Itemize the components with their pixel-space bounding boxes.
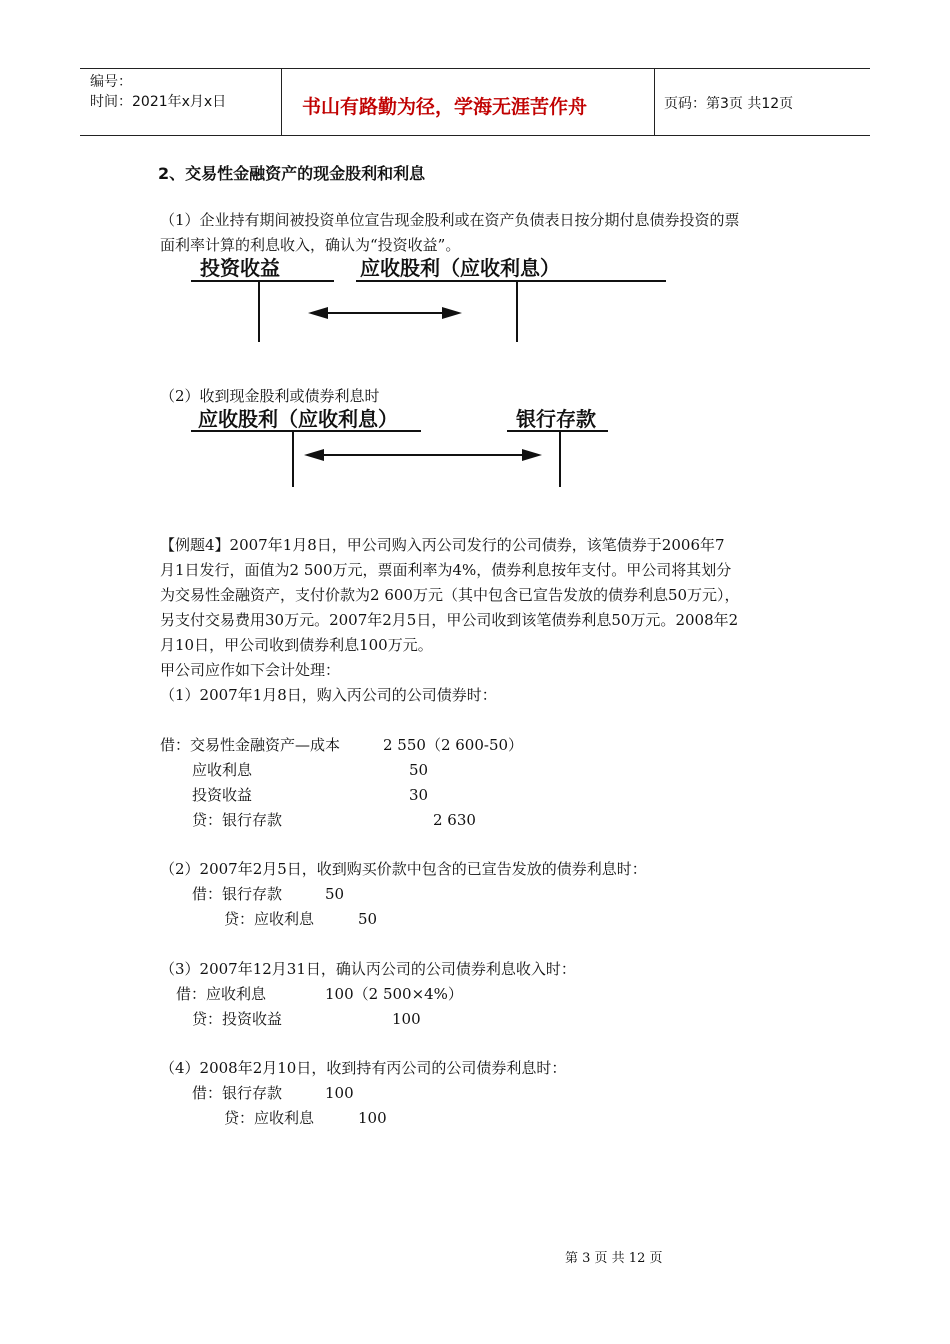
page-footer: 第 3 页 共 12 页 (565, 1251, 663, 1266)
example-line-4: 另支付交易费用30万元。2007年2月5日，甲公司收到该笔债券利息50万元。2008年2 (160, 611, 739, 629)
t-account-label-dividends-receivable: 应收股利（应收利息） (360, 256, 560, 280)
entry1-line2-amount: 50 (409, 761, 429, 779)
step3-credit: 贷：投资收益 (192, 1010, 283, 1028)
entry1-line3-amount: 30 (409, 786, 429, 804)
para2: （2）收到现金股利或债券利息时 (160, 387, 380, 405)
header-date: 时间：2021年x月x日 (90, 94, 227, 110)
arrow-2-right-head (522, 449, 542, 461)
header-code-label: 编号： (90, 74, 132, 90)
para1-line2: 面利率计算的利息收入，确认为“投资收益”。 (160, 236, 461, 254)
entry1-debit-amount: 2 550（2 600-50） (383, 736, 524, 754)
section-title: 2、交易性金融资产的现金股利和利息 (158, 164, 426, 183)
example-line-3: 为交易性金融资产，支付价款为2 600万元（其中包含已宣告发放的债券利息50万元）， (160, 586, 740, 604)
step3-debit: 借：应收利息 (176, 985, 267, 1003)
step2-credit-amount: 50 (358, 910, 378, 928)
header-motto: 书山有路勤为径，学海无涯苦作舟 (302, 96, 588, 118)
entry1-debit-label: 借：交易性金融资产—成本 (160, 736, 341, 754)
example-line-5: 月10日，甲公司收到债券利息100万元。 (160, 636, 433, 654)
example-line-6: 甲公司应作如下会计处理： (160, 661, 341, 679)
example-line-7: （1）2007年1月8日，购入丙公司的公司债券时： (160, 686, 497, 704)
step2-credit: 贷：应收利息 (224, 910, 315, 928)
step2-title: （2）2007年2月5日，收到购买价款中包含的已宣告发放的债券利息时： (160, 860, 647, 878)
entry1-credit-label: 贷：银行存款 (192, 811, 283, 829)
step4-debit: 借：银行存款 (192, 1084, 283, 1102)
t-account-label-receivable: 应收股利（应收利息） (198, 407, 398, 431)
entry1-line2-label: 应收利息 (192, 761, 253, 779)
step4-credit: 贷：应收利息 (224, 1109, 315, 1127)
para1-line1: （1）企业持有期间被投资单位宣告现金股利或在资产负债表日按分期付息债券投资的票 (160, 211, 740, 229)
step4-title: （4）2008年2月10日，收到持有丙公司的公司债券利息时： (160, 1059, 567, 1077)
step2-debit: 借：银行存款 (192, 885, 283, 903)
t-account-label-investment-income: 投资收益 (200, 256, 280, 280)
example-line-1: 【例题4】2007年1月8日，甲公司购入丙公司发行的公司债券，该笔债券于2006年7 (160, 536, 725, 554)
example-line-2: 月1日发行，面值为2 500万元，票面利率为4%，债券利息按年支付。甲公司将其划分 (160, 561, 732, 579)
step3-credit-amount: 100 (392, 1010, 421, 1028)
step3-title: （3）2007年12月31日，确认丙公司的公司债券利息收入时： (160, 960, 576, 978)
t-account-label-bank-deposit: 银行存款 (516, 407, 596, 431)
step2-debit-amount: 50 (325, 885, 345, 903)
header-page-info: 页码：第3页 共12页 (664, 96, 794, 112)
entry1-line3-label: 投资收益 (192, 786, 253, 804)
entry1-credit-amount: 2 630 (433, 811, 476, 829)
step3-debit-amount: 100（2 500×4%） (325, 985, 463, 1003)
step4-credit-amount: 100 (358, 1109, 387, 1127)
arrow-2-left-head (304, 449, 324, 461)
step4-debit-amount: 100 (325, 1084, 354, 1102)
